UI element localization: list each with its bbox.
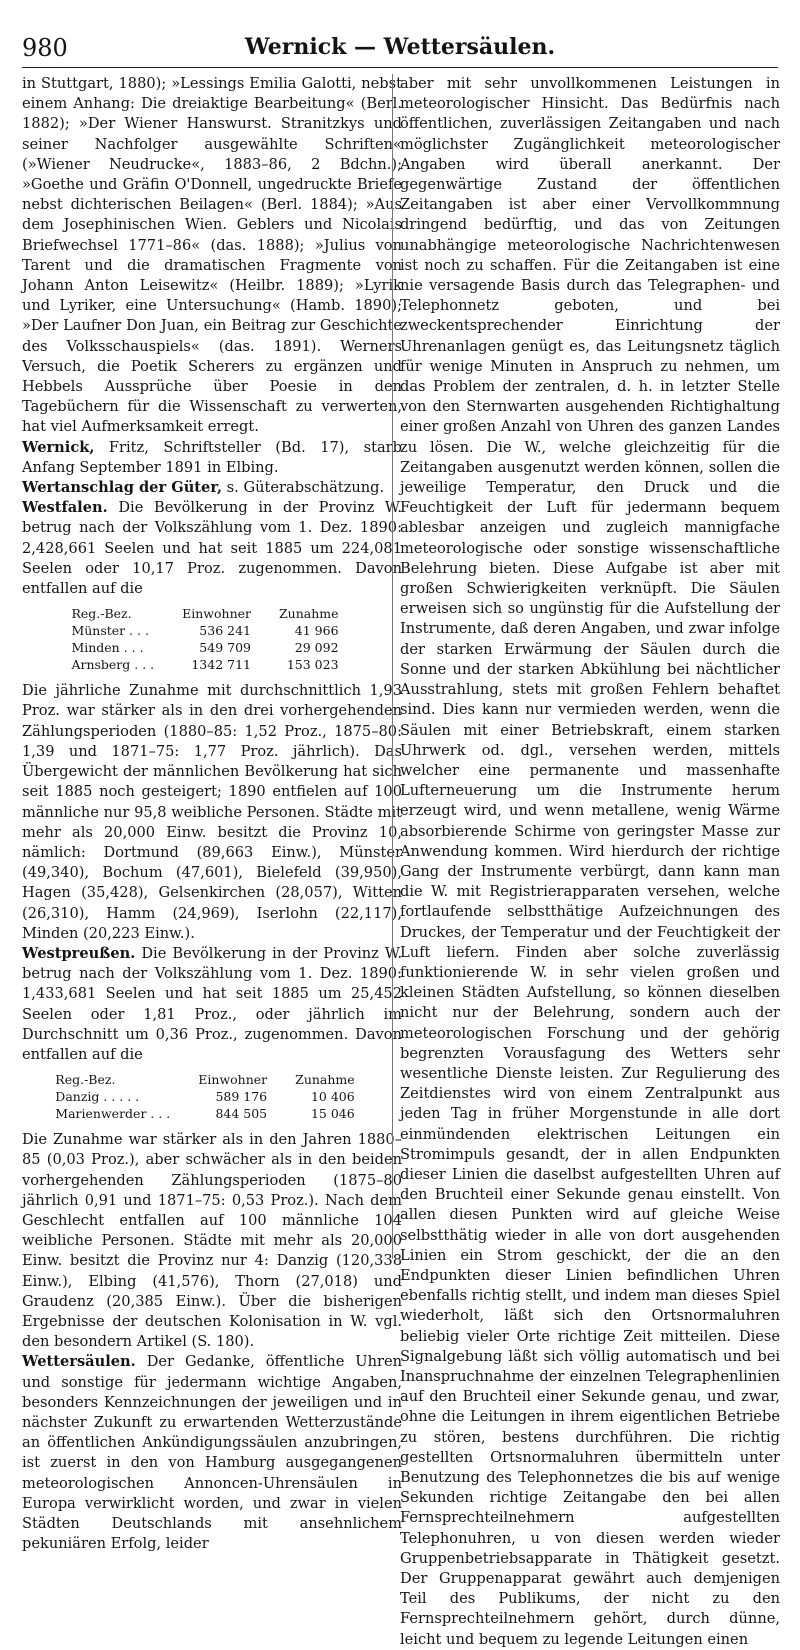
- entry-headword: Westpreußen.: [22, 944, 136, 962]
- table-row: [71, 622, 352, 639]
- table-cell: 15 046: [310, 1106, 355, 1122]
- entry-headword: Wettersäulen.: [22, 1353, 136, 1371]
- entry-text: s. Güterabschätzung.: [222, 479, 385, 497]
- column-header: Reg.-Bez.: [71, 606, 132, 622]
- entry-text: Fritz, Schriftsteller (Bd. 17), starb Anfang September 1891 in Elbing.: [22, 438, 402, 476]
- column-header: Zunahme: [279, 606, 339, 622]
- entry-wernick: [22, 438, 402, 478]
- table-cell: 41 966: [294, 623, 339, 639]
- table-row: [55, 1105, 368, 1122]
- table-header-row: [71, 605, 352, 622]
- westfalen-population-table: [71, 605, 352, 673]
- table-cell: Minden . . .: [71, 640, 144, 656]
- column-header: Reg.-Bez.: [55, 1072, 116, 1088]
- column-divider: [392, 74, 393, 1259]
- right-column: [400, 74, 780, 1650]
- entry-text: Die Bevölkerung in der Provinz W. betrug nach der Volkszählung vom 1. Dez. 1890: 1,433,681 Seelen und hat seit 1885 um 25,452 Seelen oder 1,81 Proz., oder jährlich im Durchschnitt um 0,36 Proz., zugenommen. Davon entfallen auf die: [22, 944, 402, 1063]
- table-cell: 844 505: [215, 1106, 268, 1122]
- table-row: [71, 639, 352, 656]
- column-header: Einwohner: [182, 606, 251, 622]
- wettersaeulen-continuation: aber mit sehr unvollkommenen Leistungen in meteorologischer Hinsicht. Das Bedürfnis nach öffentlichen, zuverlässigen Zeitangaben und nach möglichster Zugänglichkeit meteorologischer Angaben wird überall anerkannt. Der gegenwärtige Zustand der öffentlichen Zeitangaben ist aber einer Vervollkommnung dringend bedürftig, und das von Zeitungen unabhängige meteorologische Nachrichtenwesen ist noch zu schaffen. Für die Zeitangaben ist eine nie versagende Basis durch das Telegraphen- und Telephonnetz geboten, und bei zweckentsprechender Einrichtung der Uhrenanlagen genügt es, das Leitungsnetz täglich für wenige Minuten in Anspruch zu nehmen, um das Problem der zentralen, d. h. in letzter Stelle von den Sternwarten ausgehenden Richtighaltung einer großen Anzahl von Uhren des ganzen Landes zu lösen. Die W., welche gleichzeitig für die Zeitangaben ausgenutzt werden können, sollen die jeweilige Temperatur, den Druck und die Feuchtigkeit der Luft für jedermann bequem ablesbar anzeigen und zugleich mannigfache meteorologische oder sonstige wissenschaftliche Belehrung bieten. Diese Aufgabe ist aber mit großen Schwierigkeiten verknüpft. Die Säulen erweisen sich so ungünstig für die Aufstellung der Instrumente, daß deren Angaben, und zwar infolge der starken Erwärmung der Säulen durch die Sonne und der starken Abkühlung bei nächtlicher Ausstrahlung, stets mit großen Fehlern behaftet sind. Dies kann nur vermieden werden, wenn die Säulen mit einer Betriebskraft, einem starken Uhrwerk od. dgl., versehen werden, mittels welcher eine permanente und massenhafte Lufterneuerung um die Instrumente herum erzeugt wird, und wenn metallene, wenig Wärme absorbierende Schirme von geringster Masse zur Anwendung kommen. Wird hierdurch der richtige Gang der Instrumente verbürgt, dann kann man die W. mit Registrierapparaten versehen, welche fortlaufende selbstthätige Aufzeichnungen des Druckes, der Temperatur und der Feuchtigkeit der Luft liefern. Finden aber solche zuverlässig funktionierende W. in sehr vielen großen und kleinen Städten Aufstellung, so können dieselben nicht nur der Belehrung, sondern auch der meteorologischen Forschung und der gehörig begrenzten Vorausfagung des Wetters sehr wesentliche Dienste leisten. Zur Regulierung des Zeitdienstes wird von einem Zentralpunkt aus jeden Tag in früher Morgenstunde in alle dort einmündenden elektrischen Leitungen ein Stromimpuls gesandt, der in allen Endpunkten dieser Linien die daselbst aufgestellten Uhren auf den Bruchteil einer Sekunde genau einstellt. Von allen diesen Punkten wird auf gleiche Weise selbstthätig wieder in alle von dort ausgehenden Linien ein Strom geschickt, der die an den Endpunkten dieser Linien befindlichen Uhren ebenfalls richtig stellt, und indem man dieses Spiel wiederholt, läßt sich den Ortsnormaluhren beliebig vieler Orte richtige Zeit mitteilen. Diese Signalgebung läßt sich völlig automatisch und bei Inanspruchnahme der einzelnen Telegraphenlinien auf den Bruchteil einer Sekunde genau, und zwar, ohne die Leitungen in ihrem eigentlichen Betriebe zu stören, bestens durchführen. Die richtig gestellten Ortsnormaluhren übermitteln unter Benutzung des Telephonnetzes die bis auf wenige Sekunden richtige Zeitangabe den bei allen Fernsprechteilnehmern aufgestellten Telephonuhren, u von diesen werden wieder Gruppenbetriebsapparate in Thätigkeit gesetzt. Der Gruppenapparat gewährt auch demjenigen Teil des Publikums, der nicht zu den Fernsprechteilnehmern gehört, durch dünne, leicht und bequem zu legende Leitungen einen: [400, 75, 780, 1648]
- table-header-row: [55, 1071, 368, 1088]
- entry-text: Die Bevölkerung in der Provinz W. betrug nach der Volkszählung vom 1. Dez. 1890: 2,428,661 Seelen und hat seit 1885 um 224,081 Seelen oder 10,17 Proz. zugenommen. Davon entfallen auf die: [22, 499, 402, 598]
- table-cell: Danzig . . . . .: [55, 1089, 140, 1105]
- entry-text: Der Gedanke, öffentliche Uhren und sonstige für jedermann wichtige Angaben, besonders Kennzeichnungen der jeweiligen und in nächster Zukunft zu erwartenden Wetterzustände an öffentlichen Ankündigungssäulen anzubringen, ist zuerst in den von Hamburg ausgegangenen meteorologischen Annoncen-Uhrensäulen in Europa verwirklicht worden, und zwar in vielen Städten Deutschlands mit ansehnlichem pekuniären Erfolg, leider: [22, 1353, 402, 1553]
- table-cell: 153 023: [286, 657, 339, 673]
- running-title: Wernick — Wettersäulen.: [244, 34, 556, 60]
- table-row: [55, 1088, 368, 1105]
- header-rule: [22, 67, 778, 68]
- table-cell: 536 241: [199, 623, 251, 639]
- westpreussen-population-table: [55, 1071, 368, 1122]
- column-header: Einwohner: [198, 1072, 268, 1088]
- entry-headword: Westfalen.: [22, 499, 108, 517]
- westfalen-continuation: Die jährliche Zunahme mit durchschnittlich 1,93 Proz. war stärker als in den drei vorhergehenden Zählungsperioden (1880–85: 1,52 Proz., 1875–80: 1,39 und 1871–75: 1,77 Proz. jährlich). Das Übergewicht der männlichen Bevölkerung hat sich seit 1885 noch gesteigert; 1890 entfielen auf 100 männliche nur 95,8 weibliche Personen. Städte mit mehr als 20,000 Einw. besitzt die Provinz 10, nämlich: Dortmund (89,663 Einw.), Münster (49,340), Bochum (47,601), Bielefeld (39,950), Hagen (35,428), Gelsenkirchen (28,057), Witten (26,310), Hamm (24,969), Iserlohn (22,117), Minden (20,223 Einw.).: [22, 682, 402, 942]
- table-cell: 589 176: [215, 1089, 268, 1105]
- entry-werner-continuation: in Stuttgart, 1880); »Lessings Emilia Galotti, nebst einem Anhang: Die dreiaktige Bearbeitung« (Berl. 1882); »Der Wiener Hanswurst. Stranitzkys und seiner Nachfolger ausgewählte Schriften« (»Wiener Neudrucke«, 1883–86, 2 Bdchn.); »Goethe und Gräfin O'Donnell, ungedruckte Briefe nebst dichterischen Beilagen« (Berl. 1884); »Aus dem Josephinischen Wien. Geblers und Nicolais Briefwechsel 1771–86« (das. 1888); »Julius von Tarent und die dramatischen Fragmente von Johann Anton Leisewitz« (Heilbr. 1889); »Lyrik und Lyriker, eine Untersuchung« (Hamb. 1890); »Der Laufner Don Juan, ein Beitrag zur Geschichte des Volksschauspiels« (das. 1891). Werners Versuch, die Poetik Scherers zu ergänzen und Hebbels Aussprüche über Poesie in den Tagebüchern für die Wissenschaft zu verwerten, hat viel Aufmerksamkeit erregt.: [22, 75, 402, 436]
- table-cell: 10 406: [310, 1089, 355, 1105]
- westpreussen-continuation: Die Zunahme war stärker als in den Jahren 1880–85 (0,03 Proz.), aber schwächer als in den beiden vorhergehenden Zählungsperioden (1875–80 jährlich 0,91 und 1871–75: 0,53 Proz.). Nach dem Geschlecht entfallen auf 100 männliche 104 weibliche Personen. Städte mit mehr als 20,000 Einw. besitzt die Provinz nur 4: Danzig (120,338 Einw.), Elbing (41,576), Thorn (27,018) und Graudenz (20,385 Einw.). Über die bisherigen Ergebnisse der deutschen Kolonisation in W. vgl. den besondern Artikel (S. 180).: [22, 1131, 402, 1351]
- entry-headword: Wernick,: [22, 438, 95, 456]
- entry-wertanschlag: [22, 478, 402, 498]
- entry-westpreussen: [22, 944, 402, 1065]
- table-cell: Marienwerder . . .: [55, 1106, 171, 1122]
- page-header: [22, 30, 778, 70]
- table-cell: 549 709: [199, 640, 251, 656]
- entry-westfalen: [22, 498, 402, 599]
- table-cell: 1342 711: [191, 657, 251, 673]
- page-number: 980: [22, 34, 68, 62]
- table-cell: Arnsberg . . .: [71, 657, 155, 673]
- left-column: [22, 74, 402, 1554]
- column-header: Zunahme: [295, 1072, 355, 1088]
- table-row: [71, 656, 352, 673]
- table-cell: Münster . . .: [71, 623, 149, 639]
- table-cell: 29 092: [294, 640, 339, 656]
- entry-headword: Wertanschlag der Güter,: [22, 479, 223, 497]
- entry-wettersaeulen: [22, 1352, 402, 1554]
